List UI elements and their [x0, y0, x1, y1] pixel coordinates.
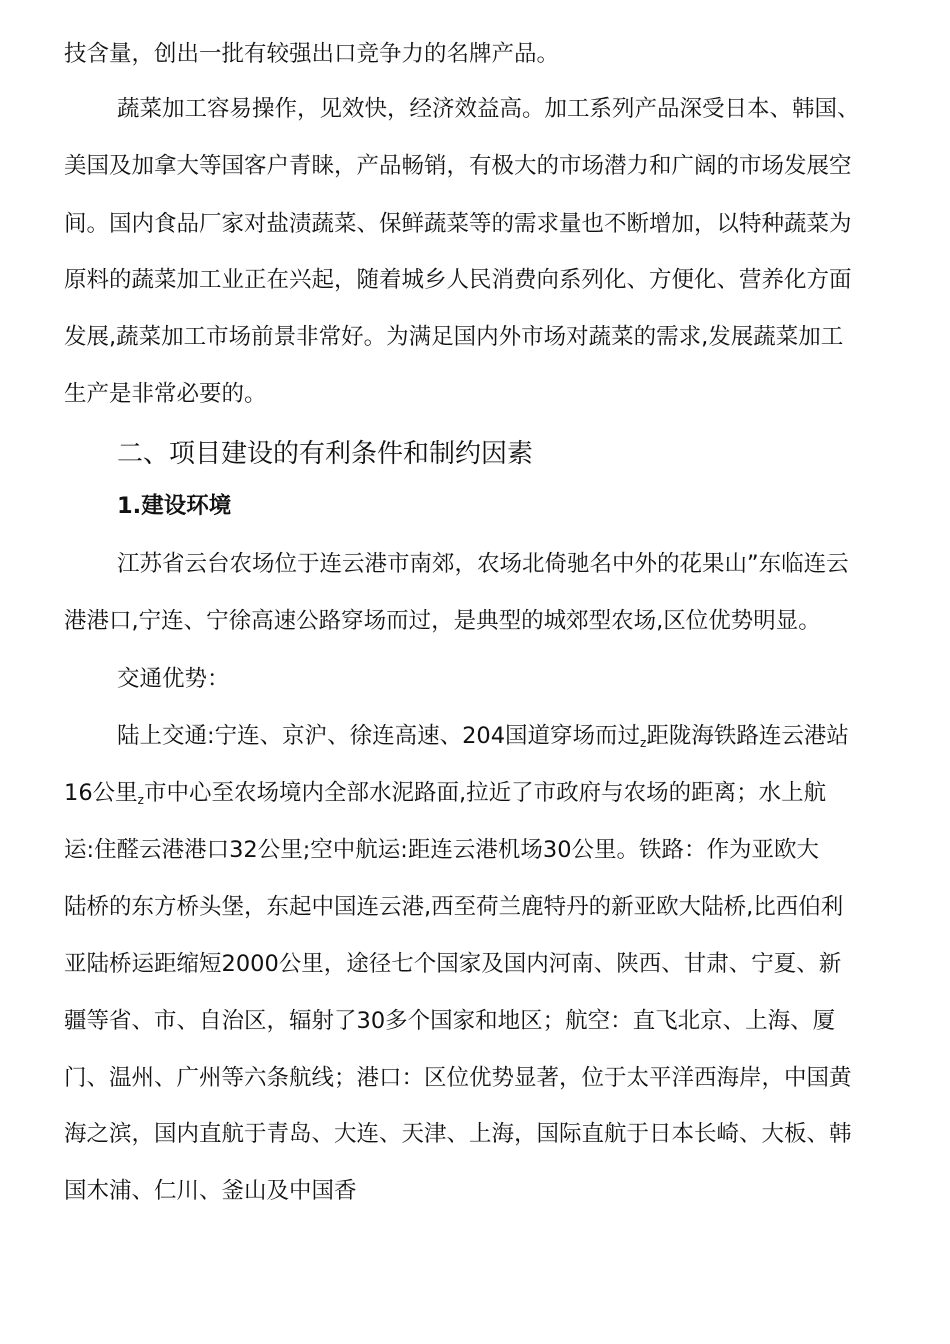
paragraph-line: 美国及加拿大等国客户青睐，产品畅销，有极大的市场潜力和广阔的市场发展空 [64, 153, 852, 179]
paragraph-line: 技含量，创出一批有较强出口竞争力的名牌产品。 [64, 41, 560, 67]
paragraph-line [64, 773, 950, 813]
paragraph-line: 陆桥的东方桥头堡，东起中国连云港,西至荷兰鹿特丹的新亚欧大陆桥,比西伯利 [64, 894, 844, 920]
paragraph-line: 亚陆桥运距缩短2000公里，途径七个国家及国内河南、陕西、甘肃、宁夏、新 [64, 951, 842, 977]
inline-mark: z [137, 793, 144, 807]
paragraph-line: 间。国内食品厂家对盐渍蔬菜、保鲜蔬菜等的需求量也不断增加，以特种蔬菜为 [64, 211, 852, 237]
transport-text-part: 16公里 [64, 780, 138, 806]
paragraph-line: 疆等省、市、自治区，辐射了30多个国家和地区；航空：直飞北京、上海、厦 [64, 1008, 836, 1034]
subsection-heading: 1.建设环境 [117, 493, 232, 519]
paragraph-line: 港港口,宁连、宁徐高速公路穿场而过，是典型的城郊型农场,区位优势明显。 [64, 608, 821, 634]
paragraph-line: 蔬菜加工容易操作，见效快，经济效益高。加工系列产品深受日本、韩国、 [117, 96, 860, 122]
section-heading: 二、项目建设的有利条件和制约因素 [117, 439, 534, 469]
transport-text-part: 陆上交通:宁连、京沪、徐连高速、204国道穿场而过 [117, 723, 641, 749]
paragraph-line: 发展,蔬菜加工市场前景非常好。为满足国内外市场对蔬菜的需求,发展蔬菜加工 [64, 324, 844, 350]
inline-mark: z [640, 736, 647, 750]
paragraph-line: 江苏省云台农场位于连云港市南郊，农场北倚驰名中外的花果山”东临连云 [117, 551, 849, 577]
transport-text-part: 市中心至农场境内全部水泥路面,拉近了市政府与农场的距离；水上航 [143, 780, 827, 806]
paragraph-line [117, 716, 950, 756]
paragraph-line: 交通优势： [117, 666, 230, 692]
paragraph-line: 国木浦、仁川、釜山及中国香 [64, 1178, 357, 1204]
transport-text-part: 距陇海铁路连云港站 [646, 723, 849, 749]
paragraph-line: 海之滨，国内直航于青岛、大连、天津、上海，国际直航于日本长崎、大板、韩 [64, 1121, 852, 1147]
paragraph-line: 运:住醛云港港口32公里;空中航运:距连云港机场30公里。铁路：作为亚欧大 [64, 837, 820, 863]
paragraph-line: 原料的蔬菜加工业正在兴起，随着城乡人民消费向系列化、方便化、营养化方面 [64, 267, 852, 293]
paragraph-line: 生产是非常必要的。 [64, 381, 267, 407]
paragraph-line: 门、温州、广州等六条航线；港口：区位优势显著，位于太平洋西海岸，中国黄 [64, 1065, 852, 1091]
